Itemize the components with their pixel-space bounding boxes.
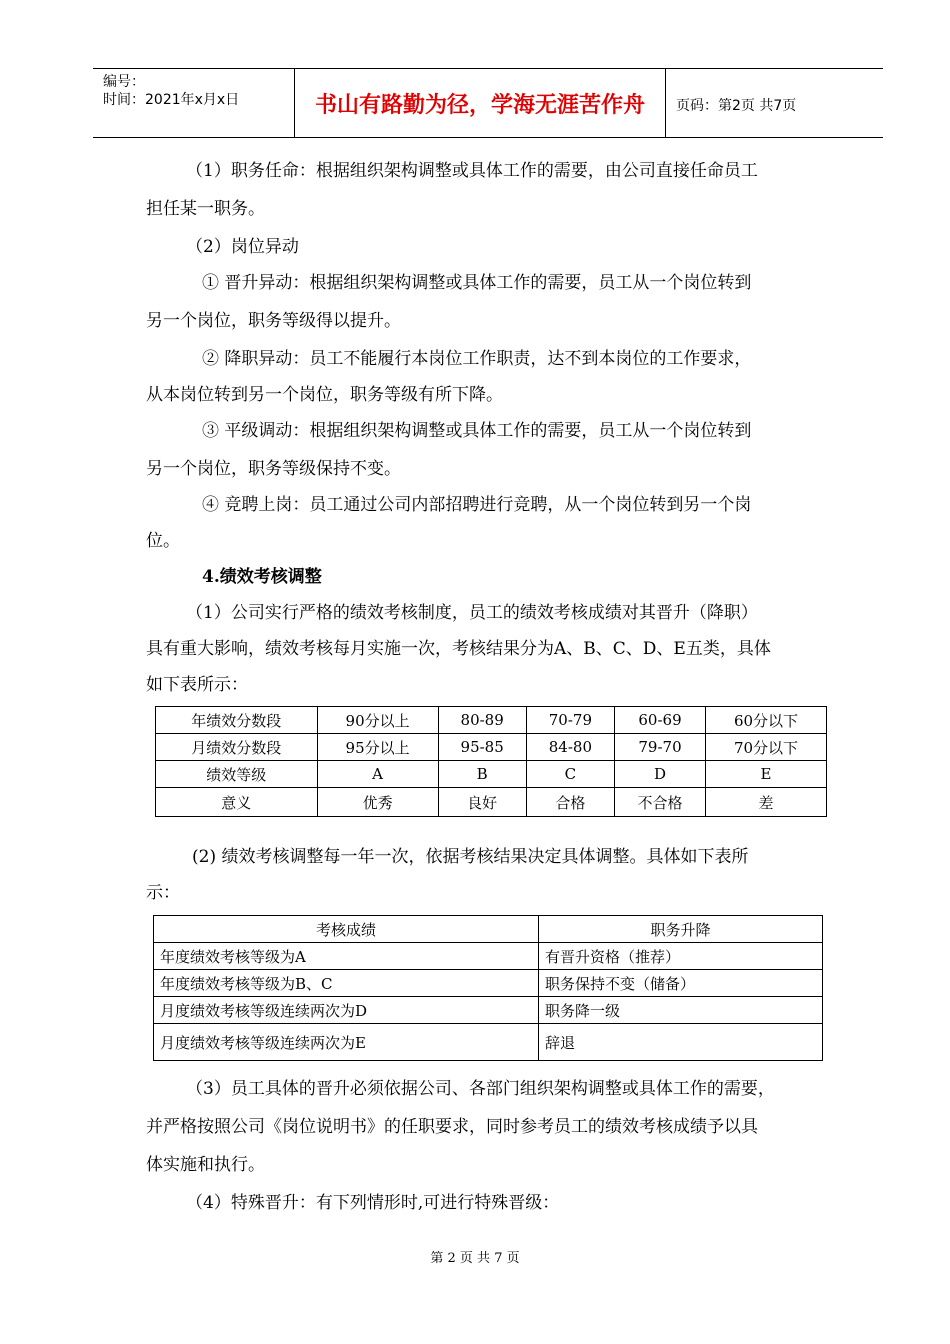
table-cell: 职务保持不变（储备）	[539, 970, 823, 997]
table-cell: 职务降一级	[539, 997, 823, 1024]
table-cell: 年度绩效考核等级为A	[154, 943, 539, 970]
table-cell: 合格	[526, 788, 614, 817]
table-cell: 95-85	[438, 734, 526, 761]
paragraph: 担任某一职务。	[146, 199, 265, 219]
table-cell: 60分以下	[706, 707, 827, 734]
table-row	[154, 997, 823, 1024]
paragraph: （3）员工具体的晋升必须依据公司、各部门组织架构调整或具体工作的需要，	[186, 1079, 775, 1099]
paragraph: 并严格按照公司《岗位说明书》的任职要求，同时参考员工的绩效考核成绩予以具	[146, 1117, 758, 1137]
table-cell: 95分以上	[317, 734, 438, 761]
paragraph: ③ 平级调动：根据组织架构调整或具体工作的需要，员工从一个岗位转到	[202, 421, 752, 441]
adjustment-table	[153, 915, 823, 1061]
code-label: 编号：	[103, 74, 145, 90]
table-row	[154, 970, 823, 997]
paragraph: ② 降职异动：员工不能履行本岗位工作职责，达不到本岗位的工作要求，	[202, 349, 752, 369]
paragraph: 位。	[146, 531, 180, 551]
table-cell: 差	[706, 788, 827, 817]
table-cell: 70分以下	[706, 734, 827, 761]
paragraph: 如下表所示：	[146, 675, 248, 695]
table-cell: A	[317, 761, 438, 788]
table-cell: B	[438, 761, 526, 788]
table-row	[156, 734, 827, 761]
table-cell: 年度绩效考核等级为B、C	[154, 970, 539, 997]
table-cell: 90分以上	[317, 707, 438, 734]
table-cell: 不合格	[615, 788, 706, 817]
table-cell: 80-89	[438, 707, 526, 734]
paragraph: ① 晋升异动：根据组织架构调整或具体工作的需要，员工从一个岗位转到	[202, 273, 752, 293]
header-meta	[93, 69, 295, 137]
table-row	[154, 1024, 823, 1061]
table-cell: 60-69	[615, 707, 706, 734]
table-row	[156, 707, 827, 734]
table-cell: 优秀	[317, 788, 438, 817]
table-cell: 良好	[438, 788, 526, 817]
table-cell: 年绩效分数段	[156, 707, 318, 734]
paragraph: （2）岗位异动	[186, 237, 299, 257]
table-cell: E	[706, 761, 827, 788]
table-cell: D	[615, 761, 706, 788]
time-label: 时间：2021年x月x日	[103, 92, 240, 108]
paragraph: （1）公司实行严格的绩效考核制度，员工的绩效考核成绩对其晋升（降职）	[186, 603, 758, 623]
table-row	[156, 788, 827, 817]
paragraph: 具有重大影响，绩效考核每月实施一次，考核结果分为A、B、C、D、E五类，具体	[146, 639, 771, 659]
table-cell: 有晋升资格（推荐）	[539, 943, 823, 970]
header-page-label: 页码：第2页 共7页	[676, 98, 797, 114]
table-cell: 79-70	[615, 734, 706, 761]
table-cell: 月度绩效考核等级连续两次为D	[154, 997, 539, 1024]
table-header-row	[154, 916, 823, 943]
page-footer: 第 2 页 共 7 页	[430, 1251, 520, 1266]
table-cell: 月度绩效考核等级连续两次为E	[154, 1024, 539, 1061]
table-cell: C	[526, 761, 614, 788]
table-header: 考核成绩	[154, 916, 539, 943]
table-cell: 意义	[156, 788, 318, 817]
table-cell: 月绩效分数段	[156, 734, 318, 761]
table-cell: 84-80	[526, 734, 614, 761]
section-heading: 4.绩效考核调整	[202, 567, 322, 587]
grade-table	[155, 706, 827, 817]
paragraph: (2) 绩效考核调整每一年一次，依据考核结果决定具体调整。具体如下表所	[192, 847, 749, 867]
paragraph: （1）职务任命：根据组织架构调整或具体工作的需要，由公司直接任命员工	[186, 161, 758, 181]
paragraph: 示：	[146, 883, 180, 903]
paragraph: （4）特殊晋升：有下列情形时,可进行特殊晋级：	[186, 1193, 560, 1213]
table-header: 职务升降	[539, 916, 823, 943]
table-row	[154, 943, 823, 970]
paragraph: ④ 竞聘上岗：员工通过公司内部招聘进行竞聘，从一个岗位转到另一个岗	[202, 495, 752, 515]
paragraph: 从本岗位转到另一个岗位，职务等级有所下降。	[146, 385, 503, 405]
table-cell: 70-79	[526, 707, 614, 734]
table-row	[156, 761, 827, 788]
header-motto: 书山有路勤为径，学海无涯苦作舟	[295, 69, 666, 137]
paragraph: 另一个岗位，职务等级得以提升。	[146, 311, 401, 331]
table-cell: 绩效等级	[156, 761, 318, 788]
paragraph: 另一个岗位，职务等级保持不变。	[146, 459, 401, 479]
table-cell: 辞退	[539, 1024, 823, 1061]
page-header	[93, 68, 883, 138]
paragraph: 体实施和执行。	[146, 1155, 265, 1175]
